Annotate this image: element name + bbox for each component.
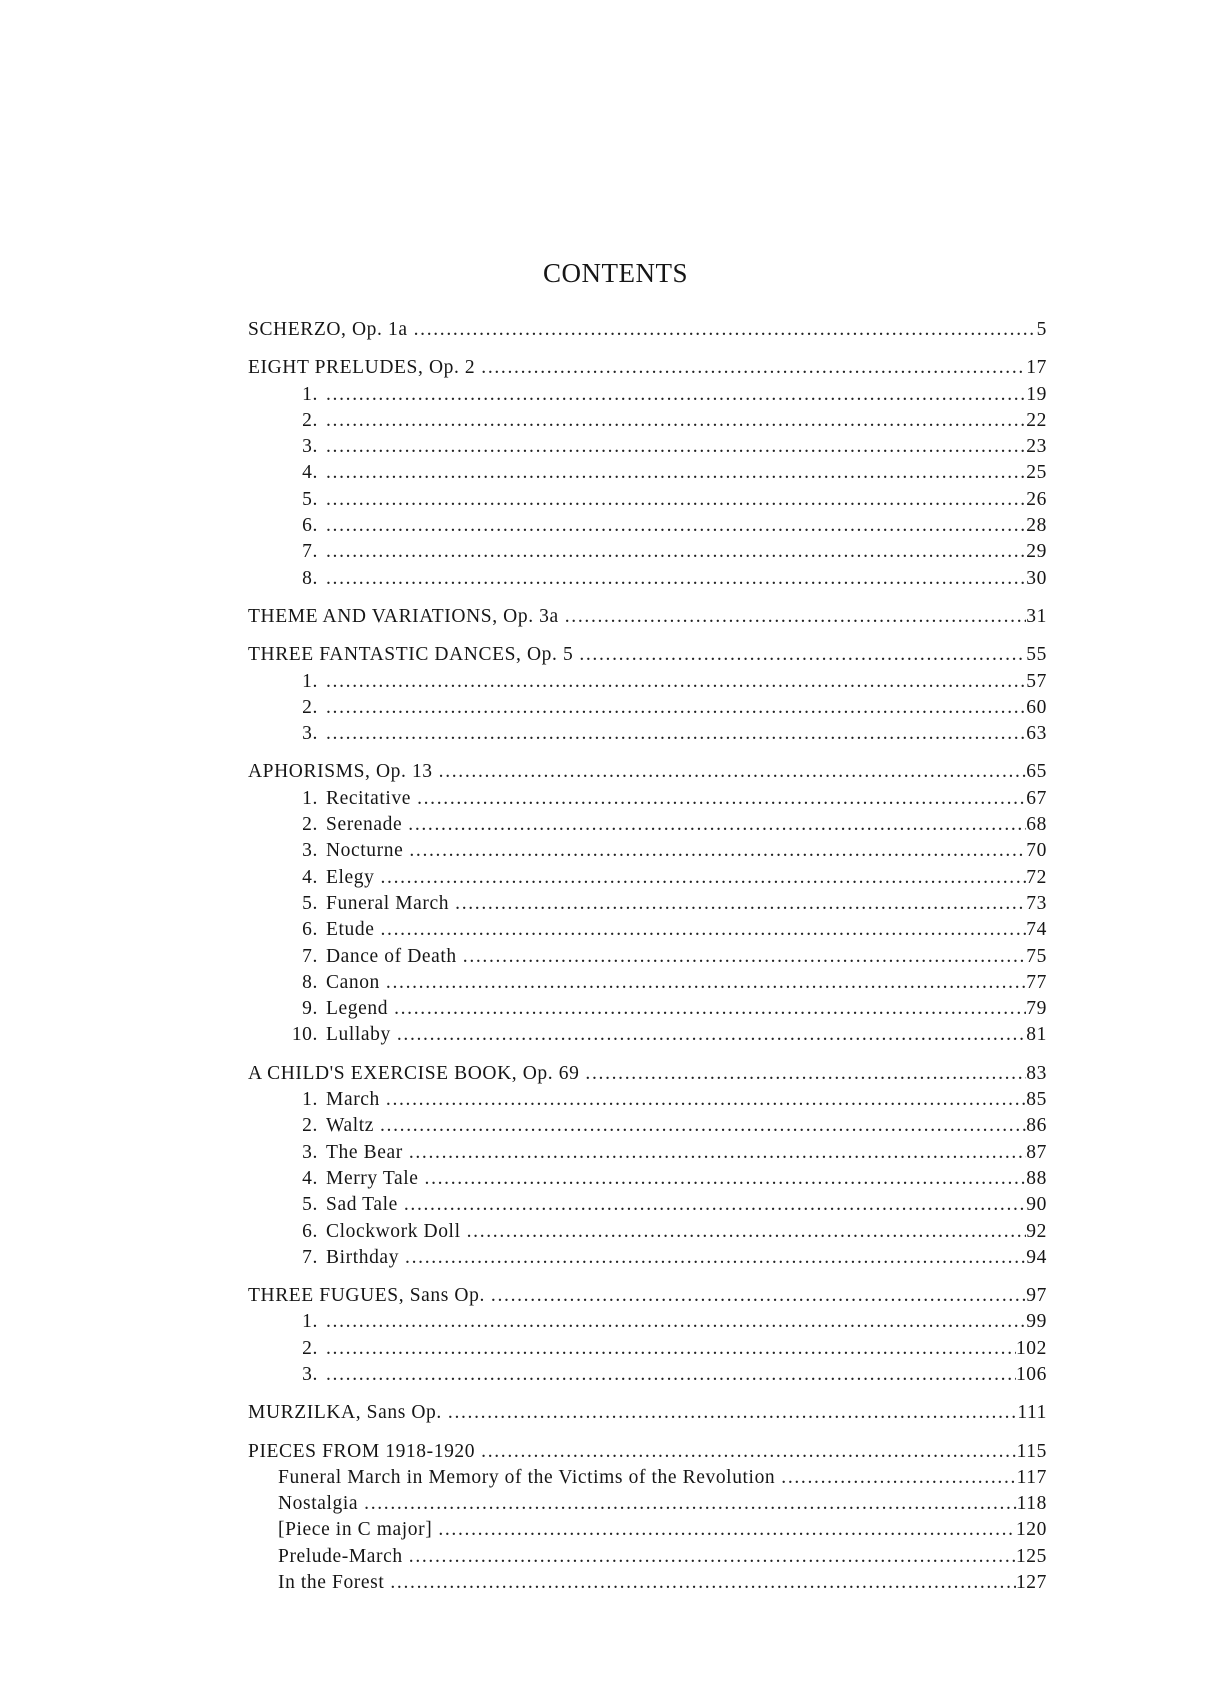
dot-leader xyxy=(408,812,1026,838)
dot-leader xyxy=(326,487,1026,513)
dot-leader xyxy=(781,1465,1016,1491)
dot-leader xyxy=(405,1245,1026,1271)
toc-page-number: 117 xyxy=(1016,1466,1047,1488)
toc-page-number: 94 xyxy=(1026,1246,1047,1268)
toc-page-number: 19 xyxy=(1026,383,1047,405)
toc-subentry[interactable] xyxy=(248,434,1047,460)
toc-entry-title: THREE FUGUES, Sans Op. xyxy=(248,1285,485,1307)
dot-leader xyxy=(394,996,1026,1022)
toc-subentry-number: 7. xyxy=(302,541,318,563)
toc-entry[interactable] xyxy=(248,355,1047,381)
toc-subentry-title: Canon xyxy=(326,971,380,993)
dot-leader xyxy=(380,1113,1026,1139)
toc-page-number: 97 xyxy=(1026,1285,1047,1307)
toc-page-number: 125 xyxy=(1015,1545,1047,1567)
toc-subentry[interactable] xyxy=(248,1517,1047,1543)
table-of-contents xyxy=(248,317,1047,1608)
dot-leader xyxy=(409,838,1026,864)
toc-page-number: 77 xyxy=(1026,971,1047,993)
toc-subentry-number: 8. xyxy=(302,567,318,589)
toc-entry-title: THREE FANTASTIC DANCES, Op. 5 xyxy=(248,644,574,666)
dot-leader xyxy=(491,1283,1026,1309)
toc-subentry-title: March xyxy=(326,1089,380,1111)
toc-section xyxy=(248,642,1047,747)
toc-page-number: 106 xyxy=(1015,1363,1047,1385)
toc-page-number: 63 xyxy=(1026,723,1047,745)
toc-section xyxy=(248,1439,1047,1597)
dot-leader xyxy=(380,917,1026,943)
toc-subentry-number: 1. xyxy=(302,383,318,405)
toc-subentry-number: 6. xyxy=(302,919,318,941)
toc-subentry-number: 1. xyxy=(302,670,318,692)
toc-entry-title: PIECES FROM 1918-1920 xyxy=(248,1440,476,1462)
toc-entry-title: EIGHT PRELUDES, Op. 2 xyxy=(248,357,476,379)
toc-subentry-number: 3. xyxy=(302,840,318,862)
toc-subentry-title: Funeral March in Memory of the Victims of the Revolution xyxy=(278,1466,776,1488)
toc-subentry-number: 1. xyxy=(302,787,318,809)
toc-subentry[interactable] xyxy=(248,1087,1047,1113)
toc-page-number: 99 xyxy=(1026,1311,1047,1333)
toc-page-number: 86 xyxy=(1026,1115,1047,1137)
dot-leader xyxy=(326,460,1026,486)
toc-page-number: 17 xyxy=(1026,357,1047,379)
toc-page-number: 60 xyxy=(1026,696,1047,718)
toc-section xyxy=(248,759,1047,1048)
page-title: CONTENTS xyxy=(543,258,688,288)
toc-subentry-number: 3. xyxy=(302,1363,318,1385)
toc-page-number: 67 xyxy=(1026,787,1047,809)
toc-subentry-number: 3. xyxy=(302,723,318,745)
toc-entry-title: SCHERZO, Op. 1a xyxy=(248,319,408,340)
dot-leader xyxy=(326,1336,1016,1362)
toc-subentry-number: 2. xyxy=(302,1115,318,1137)
toc-entry-title: MURZILKA, Sans Op. xyxy=(248,1402,442,1424)
dot-leader xyxy=(326,539,1026,565)
dot-leader xyxy=(404,1192,1026,1218)
dot-leader xyxy=(409,1544,1016,1570)
dot-leader xyxy=(467,1219,1027,1245)
toc-subentry[interactable] xyxy=(248,1309,1047,1335)
toc-page-number: 111 xyxy=(1017,1402,1047,1424)
toc-subentry[interactable] xyxy=(248,996,1047,1022)
dot-leader xyxy=(565,604,1027,630)
toc-page-number: 23 xyxy=(1026,436,1047,458)
toc-subentry-title: Waltz xyxy=(326,1115,374,1137)
toc-page-number: 22 xyxy=(1026,409,1047,431)
toc-page-number: 55 xyxy=(1026,644,1047,666)
toc-subentry-title: Sad Tale xyxy=(326,1194,398,1216)
toc-page-number: 70 xyxy=(1026,840,1047,862)
dot-leader xyxy=(417,786,1026,812)
toc-subentry-number: 6. xyxy=(302,515,318,537)
toc-page-number: 102 xyxy=(1015,1337,1047,1359)
toc-page-number: 26 xyxy=(1026,488,1047,510)
toc-subentry[interactable] xyxy=(248,460,1047,486)
toc-section xyxy=(248,355,1047,592)
toc-page-number: 85 xyxy=(1026,1089,1047,1111)
toc-subentry-number: 1. xyxy=(302,1089,318,1111)
dot-leader xyxy=(364,1491,1017,1517)
toc-entry[interactable] xyxy=(248,1283,1047,1309)
toc-entry[interactable] xyxy=(248,759,1047,785)
dot-leader xyxy=(326,721,1026,747)
toc-subentry[interactable] xyxy=(248,1219,1047,1245)
dot-leader xyxy=(326,434,1026,460)
toc-page-number: 31 xyxy=(1026,605,1047,627)
toc-page-number: 28 xyxy=(1026,515,1047,537)
toc-page-number: 115 xyxy=(1016,1440,1047,1462)
toc-entry[interactable] xyxy=(248,1061,1047,1087)
toc-subentry-number: 2. xyxy=(302,1337,318,1359)
toc-page-number: 72 xyxy=(1026,866,1047,888)
toc-subentry-number: 5. xyxy=(302,892,318,914)
toc-subentry-number: 4. xyxy=(302,866,318,888)
toc-page-number: 57 xyxy=(1026,670,1047,692)
toc-subentry-number: 3. xyxy=(302,436,318,458)
toc-subentry[interactable] xyxy=(248,1140,1047,1166)
toc-page-number: 81 xyxy=(1026,1024,1047,1046)
toc-subentry[interactable] xyxy=(248,669,1047,695)
toc-entry-title: THEME AND VARIATIONS, Op. 3a xyxy=(248,605,559,627)
toc-section xyxy=(248,1283,1047,1388)
toc-subentry[interactable] xyxy=(248,382,1047,408)
dot-leader xyxy=(448,1400,1018,1426)
dot-leader xyxy=(455,891,1026,917)
dot-leader xyxy=(386,1087,1026,1113)
toc-subentry-title: Recitative xyxy=(326,787,412,809)
dot-leader xyxy=(585,1061,1026,1087)
toc-subentry-title: Legend xyxy=(326,998,389,1020)
toc-subentry-number: 7. xyxy=(302,945,318,967)
toc-subentry-title: Serenade xyxy=(326,814,403,836)
toc-subentry-title: Birthday xyxy=(326,1246,400,1268)
toc-section xyxy=(248,1061,1047,1271)
toc-subentry[interactable] xyxy=(248,1245,1047,1271)
dot-leader xyxy=(326,695,1026,721)
toc-subentry[interactable] xyxy=(248,786,1047,812)
toc-subentry-title: Dance of Death xyxy=(326,945,457,967)
dot-leader xyxy=(438,1517,1016,1543)
toc-page-number: 90 xyxy=(1026,1194,1047,1216)
dot-leader xyxy=(481,1439,1017,1465)
toc-page-number: 74 xyxy=(1026,919,1047,941)
toc-subentry[interactable] xyxy=(248,970,1047,996)
toc-subentry-number: 2. xyxy=(302,814,318,836)
toc-subentry-title: The Bear xyxy=(326,1141,403,1163)
dot-leader xyxy=(579,642,1026,668)
dot-leader xyxy=(397,1022,1026,1048)
dot-leader xyxy=(425,1166,1027,1192)
toc-subentry-number: 5. xyxy=(302,1194,318,1216)
dot-leader xyxy=(326,1362,1016,1388)
dot-leader xyxy=(326,513,1026,539)
toc-subentry[interactable] xyxy=(248,944,1047,970)
toc-section xyxy=(248,604,1047,630)
dot-leader xyxy=(326,408,1026,434)
toc-section xyxy=(248,1400,1047,1426)
toc-section xyxy=(248,317,1047,343)
toc-page-number: 30 xyxy=(1026,567,1047,589)
dot-leader xyxy=(380,865,1026,891)
toc-subentry[interactable] xyxy=(248,1362,1047,1388)
toc-subentry[interactable] xyxy=(248,1022,1047,1048)
toc-page-number: 5 xyxy=(1036,319,1047,340)
toc-subentry[interactable] xyxy=(248,1491,1047,1517)
toc-page-number: 87 xyxy=(1026,1141,1047,1163)
toc-page-number: 73 xyxy=(1026,892,1047,914)
toc-subentry-number: 3. xyxy=(302,1141,318,1163)
toc-page-number: 88 xyxy=(1026,1167,1047,1189)
toc-subentry-title: Clockwork Doll xyxy=(326,1220,461,1242)
toc-subentry-title: Elegy xyxy=(326,866,375,888)
toc-page-number: 79 xyxy=(1026,998,1047,1020)
dot-leader xyxy=(439,759,1027,785)
toc-subentry-number: 1. xyxy=(302,1311,318,1333)
toc-page-number: 65 xyxy=(1026,761,1047,783)
dot-leader xyxy=(326,669,1026,695)
toc-subentry[interactable] xyxy=(248,487,1047,513)
toc-subentry-number: 4. xyxy=(302,462,318,484)
toc-entry[interactable] xyxy=(248,317,1047,343)
toc-subentry-number: 7. xyxy=(302,1246,318,1268)
toc-subentry-number: 2. xyxy=(302,409,318,431)
toc-subentry[interactable] xyxy=(248,566,1047,592)
toc-subentry[interactable] xyxy=(248,1465,1047,1491)
toc-subentry-title: Funeral March xyxy=(326,892,450,914)
toc-subentry-title: Etude xyxy=(326,919,375,941)
toc-entry-title: APHORISMS, Op. 13 xyxy=(248,761,433,783)
toc-page-number: 68 xyxy=(1026,814,1047,836)
toc-subentry-number: 6. xyxy=(302,1220,318,1242)
toc-subentry-number: 9. xyxy=(302,998,318,1020)
toc-page-number: 120 xyxy=(1015,1519,1047,1541)
toc-subentry-title: Nostalgia xyxy=(278,1493,359,1515)
toc-subentry-number: 4. xyxy=(302,1167,318,1189)
toc-page-number: 118 xyxy=(1016,1493,1047,1515)
dot-leader xyxy=(414,317,1033,343)
toc-page-number: 127 xyxy=(1015,1572,1047,1594)
toc-subentry-title: [Piece in C major] xyxy=(278,1519,433,1541)
toc-entry[interactable] xyxy=(248,1439,1047,1465)
toc-subentry[interactable] xyxy=(248,513,1047,539)
toc-entry-title: A CHILD'S EXERCISE BOOK, Op. 69 xyxy=(248,1062,580,1084)
toc-subentry-number: 10. xyxy=(291,1024,318,1046)
toc-subentry[interactable] xyxy=(248,812,1047,838)
toc-subentry[interactable] xyxy=(248,1166,1047,1192)
toc-subentry[interactable] xyxy=(248,865,1047,891)
dot-leader xyxy=(386,970,1026,996)
toc-subentry[interactable] xyxy=(248,1192,1047,1218)
toc-subentry[interactable] xyxy=(248,917,1047,943)
toc-subentry-title: In the Forest xyxy=(278,1572,385,1594)
toc-subentry[interactable] xyxy=(248,1113,1047,1139)
toc-subentry[interactable] xyxy=(248,695,1047,721)
dot-leader xyxy=(481,355,1026,381)
toc-page-number: 75 xyxy=(1026,945,1047,967)
toc-subentry-number: 5. xyxy=(302,488,318,510)
toc-subentry[interactable] xyxy=(248,721,1047,747)
toc-page-number: 83 xyxy=(1026,1062,1047,1084)
dot-leader xyxy=(326,566,1026,592)
toc-subentry-title: Nocturne xyxy=(326,840,404,862)
toc-subentry-number: 8. xyxy=(302,971,318,993)
dot-leader xyxy=(409,1140,1026,1166)
toc-subentry[interactable] xyxy=(248,539,1047,565)
toc-page-number: 92 xyxy=(1026,1220,1047,1242)
toc-entry[interactable] xyxy=(248,642,1047,668)
toc-page-number: 25 xyxy=(1026,462,1047,484)
toc-subentry[interactable] xyxy=(248,838,1047,864)
toc-entry[interactable] xyxy=(248,1400,1047,1426)
dot-leader xyxy=(326,1309,1026,1335)
toc-subentry-title: Lullaby xyxy=(326,1024,391,1046)
toc-subentry[interactable] xyxy=(248,1570,1047,1596)
toc-subentry[interactable] xyxy=(248,1544,1047,1570)
toc-subentry-title: Merry Tale xyxy=(326,1167,419,1189)
dot-leader xyxy=(463,944,1027,970)
toc-page-number: 29 xyxy=(1026,541,1047,563)
dot-leader xyxy=(326,382,1026,408)
toc-subentry-number: 2. xyxy=(302,696,318,718)
toc-subentry[interactable] xyxy=(248,1336,1047,1362)
toc-subentry[interactable] xyxy=(248,891,1047,917)
toc-entry[interactable] xyxy=(248,604,1047,630)
toc-subentry[interactable] xyxy=(248,408,1047,434)
toc-subentry-title: Prelude-March xyxy=(278,1545,403,1567)
dot-leader xyxy=(390,1570,1016,1596)
